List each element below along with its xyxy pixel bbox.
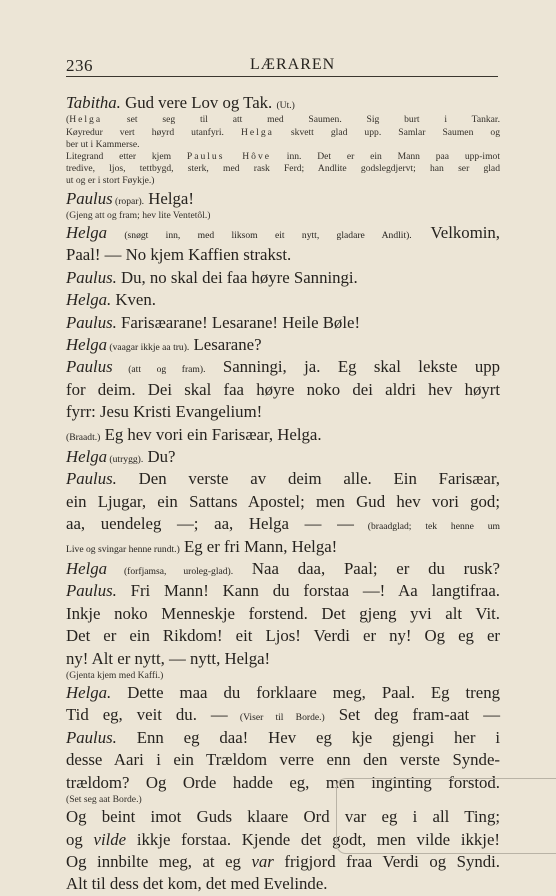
- emphasis: vilde: [93, 829, 127, 849]
- speaker-name: Paulus.: [66, 581, 117, 601]
- speaker-name: Paulus.: [66, 727, 117, 747]
- stage-direction: (att og fram).: [112, 364, 206, 376]
- speech-text: Gud vere Lov og Tak.: [120, 93, 277, 112]
- speech-text: Du?: [143, 447, 176, 466]
- speech-text: aa, uendeleg —; aa, Helga — —: [66, 514, 354, 534]
- speech-text: Den verste av deim alle. Ein Farisæar,: [116, 469, 500, 489]
- speaker-name: Paulus: [66, 357, 113, 377]
- dialogue-line: [66, 188, 500, 210]
- dialogue-line: [66, 704, 500, 726]
- dialogue-line: [66, 424, 500, 446]
- dialogue-line: [66, 289, 500, 311]
- speaker-name: Paulus: [66, 188, 113, 208]
- stage-direction: (Ut.): [276, 100, 295, 111]
- speech-text: Velkomin,: [411, 223, 500, 243]
- stage-direction: Live og svingar henne rundt.): [66, 543, 180, 555]
- speech-text: Dette maa du forklaare meg, Paal. Eg treng: [111, 683, 500, 703]
- stage-direction-line: ut og er i stort Føykje.): [66, 175, 155, 187]
- speech-text: Tid eg, veit du. —: [66, 705, 228, 725]
- stage-direction: (Braadt.): [66, 431, 101, 443]
- speech-text: Kven.: [111, 290, 156, 310]
- stage-direction-line: (Helga set seg til att med Saumen. Sig burt i Tankar.: [66, 114, 500, 126]
- page-number: 236: [66, 56, 93, 75]
- stage-direction: (ropar).: [112, 195, 145, 207]
- dialogue-line: Og beint imot Guds klaare Ord var eg i all Ting;: [66, 807, 500, 827]
- stage-direction: (forfjamsa, uroleg-glad).: [107, 565, 234, 577]
- speech-text: Enn eg daa! Hev eg kje gjengi her i: [116, 727, 500, 747]
- speaker-name: Helga: [66, 558, 108, 578]
- dialogue-line: [66, 468, 500, 490]
- dialogue-line: fyrr: Jesu Kristi Evangelium!: [66, 402, 263, 422]
- dialogue-line: trældom? Og Orde hadde eg, men inginting forstod.: [66, 772, 500, 792]
- stage-direction-line: (Gjenta kjem med Kaffi.): [66, 669, 164, 681]
- dialogue-line: for deim. Dei skal faa høyre noko dei aldri hev høyrt: [66, 379, 500, 399]
- dialogue-line: [66, 334, 500, 356]
- speech-text: Eg er fri Mann, Helga!: [179, 536, 338, 556]
- emphasis: var: [251, 852, 274, 872]
- dialogue-line: [66, 267, 500, 289]
- speech-text: Helga!: [144, 188, 194, 208]
- speaker-name: Paulus.: [66, 312, 117, 332]
- speaker-name: Helga: [66, 447, 108, 466]
- stage-direction-line: tredive, ljos, tettbygd, sterk, med rask Ferd; Andlite godslegdjervt; han ser glad: [66, 163, 500, 175]
- stage-direction: (Viser til Borde.): [227, 712, 325, 724]
- stage-direction-line: Køyredur vert høyrd utanfyri. Helga skvett glad upp. Samlar Saumen og: [66, 126, 500, 138]
- speech-text: Eg hev vori ein Farisæar, Helga.: [100, 424, 322, 444]
- speaker-name: Tabitha.: [66, 93, 121, 112]
- dialogue-line: Paal! — No kjem Kaffien strakst.: [66, 245, 292, 265]
- dialogue-line: [66, 222, 500, 244]
- stage-direction-line: ber ut i Kammerse.: [66, 138, 140, 150]
- dialogue-line: [66, 356, 500, 378]
- stage-direction-line: Litegrand etter kjem Paulus Hôve inn. Det er ein Mann paa upp-imot: [66, 150, 501, 162]
- dialogue-line: [66, 580, 500, 602]
- speaker-name: Paulus.: [66, 267, 117, 287]
- dialogue-line: [66, 446, 500, 468]
- dialogue-line: [66, 682, 500, 704]
- spaced-name: Helga: [69, 114, 103, 126]
- dialogue-line: ny! Alt er nytt, — nytt, Helga!: [66, 648, 271, 668]
- speech-text: Naa daa, Paal; er du rusk?: [233, 558, 500, 578]
- page-edge-frame: [336, 778, 556, 854]
- dialogue-line: [66, 536, 500, 558]
- dialogue-line: [66, 312, 500, 334]
- page-header: [66, 50, 498, 77]
- speaker-name: Paulus.: [66, 469, 117, 489]
- speech-text: Du, no skal dei faa høyre Sanningi.: [116, 267, 358, 287]
- stage-direction: (utrygg).: [107, 454, 144, 465]
- dialogue-line: [66, 513, 500, 535]
- dialogue-line: [66, 727, 500, 749]
- dialogue-line: Det er ein Rikdom! eit Ljos! Verdi er ny! Og eg er: [66, 626, 500, 646]
- speaker-name: Helga: [66, 223, 108, 243]
- spaced-name: Helga: [240, 126, 274, 138]
- speaker-name: Helga: [66, 335, 108, 355]
- dialogue-line: Og innbilte meg, at eg var frigjord fraa Verdi og Syndi.: [66, 852, 501, 872]
- stage-direction-line: (Gjeng att og fram; hev lite Ventetôl.): [66, 209, 211, 221]
- speech-text: Fri Mann! Kann du forstaa —! Aa langtifraa.: [116, 581, 500, 601]
- dialogue-line: [66, 92, 500, 114]
- speech-text: Farisæarane! Lesarane! Heile Bøle!: [116, 312, 361, 332]
- speech-text: Lesarane?: [189, 335, 262, 355]
- dialogue-line: Alt til dess det kom, det med Evelinde.: [66, 874, 328, 894]
- dialogue-line: desse Aari i ein Trældom verre enn den verste Synde-: [66, 750, 500, 770]
- spaced-name: Paulus Hôve: [186, 150, 272, 162]
- dialogue-line: [66, 558, 500, 580]
- stage-direction: (braadglad; tek henne um: [353, 521, 500, 533]
- speaker-name: Helga.: [66, 683, 112, 703]
- running-title: LÆRAREN: [250, 56, 336, 73]
- stage-direction-line: (Set seg aat Borde.): [66, 794, 142, 806]
- dialogue-line: og vilde ikkje forstaa. Kjende det godt, men vilde ikkje!: [66, 829, 500, 849]
- stage-direction: (snøgt inn, med liksom eit nytt, gladare Andlit).: [107, 230, 412, 242]
- speaker-name: Helga.: [66, 290, 112, 310]
- dialogue-line: Inkje noko Menneskje forstend. Det gjeng yvi alt Vit.: [66, 603, 500, 623]
- stage-direction: (vaagar ikkje aa tru).: [107, 342, 190, 354]
- dialogue-line: ein Ljugar, ein Sattans Apostel; men Gud hev vori god;: [66, 491, 500, 511]
- speech-text: Sanningi, ja. Eg skal lekste upp: [205, 357, 500, 377]
- play-text: [66, 92, 500, 896]
- speech-text: Set deg fram-aat —: [324, 705, 500, 725]
